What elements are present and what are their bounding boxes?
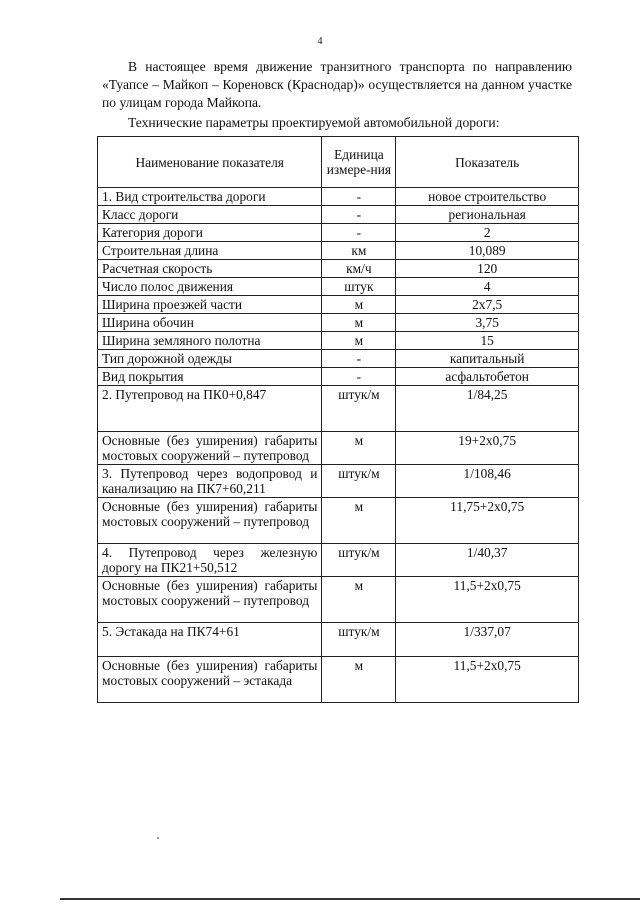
intro-paragraph-text: В настоящее время движение транзитного транспорта по направлению «Туапсе – Майкоп – Кореновск (Краснодар)» осуществляется на данном участке по улицам города Майкопа. bbox=[102, 59, 572, 110]
cell-indicator-name: Основные (без уширения) габариты мостовых сооружений – эстакада bbox=[98, 657, 322, 703]
cell-value: региональная bbox=[396, 206, 579, 224]
cell-indicator-name: 1. Вид строительства дороги bbox=[98, 188, 322, 206]
cell-value: 19+2х0,75 bbox=[396, 432, 579, 465]
cell-unit: штук/м bbox=[322, 623, 396, 657]
table-header-row bbox=[98, 137, 579, 188]
table-row bbox=[98, 432, 579, 465]
cell-value: 4 bbox=[396, 278, 579, 296]
table-row bbox=[98, 386, 579, 432]
cell-unit: м bbox=[322, 657, 396, 703]
cell-indicator-name: Основные (без уширения) габариты мостовых сооружений – путепровод bbox=[98, 498, 322, 544]
cell-unit: м bbox=[322, 498, 396, 544]
table-row bbox=[98, 242, 579, 260]
cell-value: 1/108,46 bbox=[396, 465, 579, 498]
cell-value: 11,5+2х0,75 bbox=[396, 657, 579, 703]
cell-indicator-name: Категория дороги bbox=[98, 224, 322, 242]
table-row bbox=[98, 544, 579, 577]
cell-unit: м bbox=[322, 432, 396, 465]
cell-value: 10,089 bbox=[396, 242, 579, 260]
intro-paragraph bbox=[102, 58, 572, 112]
table-row bbox=[98, 332, 579, 350]
cell-unit: штук bbox=[322, 278, 396, 296]
table-row bbox=[98, 657, 579, 703]
cell-indicator-name: Расчетная скорость bbox=[98, 260, 322, 278]
cell-value: 11,5+2х0,75 bbox=[396, 577, 579, 623]
table-row bbox=[98, 465, 579, 498]
scan-speck bbox=[157, 837, 159, 839]
cell-value: 3,75 bbox=[396, 314, 579, 332]
cell-indicator-name: Класс дороги bbox=[98, 206, 322, 224]
table-caption-text: Технические параметры проектируемой автомобильной дороги: bbox=[128, 115, 500, 130]
cell-unit: - bbox=[322, 224, 396, 242]
table-row bbox=[98, 260, 579, 278]
cell-value: 15 bbox=[396, 332, 579, 350]
parameters-table bbox=[97, 136, 579, 703]
cell-indicator-name: Строительная длина bbox=[98, 242, 322, 260]
cell-value: новое строительство bbox=[396, 188, 579, 206]
cell-value: 2 bbox=[396, 224, 579, 242]
cell-value: асфальтобетон bbox=[396, 368, 579, 386]
scan-edge-line bbox=[60, 898, 640, 900]
table-row bbox=[98, 498, 579, 544]
cell-unit: м bbox=[322, 577, 396, 623]
table-row bbox=[98, 188, 579, 206]
cell-unit: штук/м bbox=[322, 544, 396, 577]
table-row bbox=[98, 623, 579, 657]
cell-unit: м bbox=[322, 314, 396, 332]
cell-indicator-name: Ширина обочин bbox=[98, 314, 322, 332]
cell-unit: - bbox=[322, 206, 396, 224]
page-number: 4 bbox=[317, 36, 323, 47]
cell-indicator-name: Вид покрытия bbox=[98, 368, 322, 386]
cell-indicator-name: Ширина земляного полотна bbox=[98, 332, 322, 350]
cell-value: 11,75+2х0,75 bbox=[396, 498, 579, 544]
cell-indicator-name: 5. Эстакада на ПК74+61 bbox=[98, 623, 322, 657]
table-header bbox=[98, 137, 579, 188]
cell-value: 2х7,5 bbox=[396, 296, 579, 314]
cell-indicator-name: Ширина проезжей части bbox=[98, 296, 322, 314]
cell-unit: м bbox=[322, 332, 396, 350]
table-row bbox=[98, 368, 579, 386]
cell-unit: км bbox=[322, 242, 396, 260]
cell-unit: - bbox=[322, 368, 396, 386]
cell-unit: - bbox=[322, 188, 396, 206]
table-row bbox=[98, 296, 579, 314]
table-row bbox=[98, 577, 579, 623]
table-row bbox=[98, 206, 579, 224]
cell-indicator-name: 2. Путепровод на ПК0+0,847 bbox=[98, 386, 322, 432]
table-row bbox=[98, 224, 579, 242]
cell-unit: км/ч bbox=[322, 260, 396, 278]
cell-unit: штук/м bbox=[322, 386, 396, 432]
cell-indicator-name: 3. Путепровод через водопровод и канализацию на ПК7+60,211 bbox=[98, 465, 322, 498]
cell-unit: - bbox=[322, 350, 396, 368]
cell-indicator-name: Основные (без уширения) габариты мостовых сооружений – путепровод bbox=[98, 432, 322, 465]
table-body bbox=[98, 188, 579, 703]
cell-value: 120 bbox=[396, 260, 579, 278]
cell-value: 1/40,37 bbox=[396, 544, 579, 577]
cell-indicator-name: Число полос движения bbox=[98, 278, 322, 296]
cell-unit: штук/м bbox=[322, 465, 396, 498]
table-caption bbox=[102, 114, 572, 132]
cell-indicator-name: Основные (без уширения) габариты мостовых сооружений – путепровод bbox=[98, 577, 322, 623]
cell-unit: м bbox=[322, 296, 396, 314]
header-name: Наименование показателя bbox=[98, 137, 322, 188]
cell-indicator-name: 4. Путепровод через железную дорогу на ПК21+50,512 bbox=[98, 544, 322, 577]
table-row bbox=[98, 350, 579, 368]
cell-value: 1/84,25 bbox=[396, 386, 579, 432]
cell-value: капитальный bbox=[396, 350, 579, 368]
header-unit: Единица измере-ния bbox=[322, 137, 396, 188]
table-row bbox=[98, 314, 579, 332]
header-value: Показатель bbox=[396, 137, 579, 188]
cell-value: 1/337,07 bbox=[396, 623, 579, 657]
table-row bbox=[98, 278, 579, 296]
cell-indicator-name: Тип дорожной одежды bbox=[98, 350, 322, 368]
